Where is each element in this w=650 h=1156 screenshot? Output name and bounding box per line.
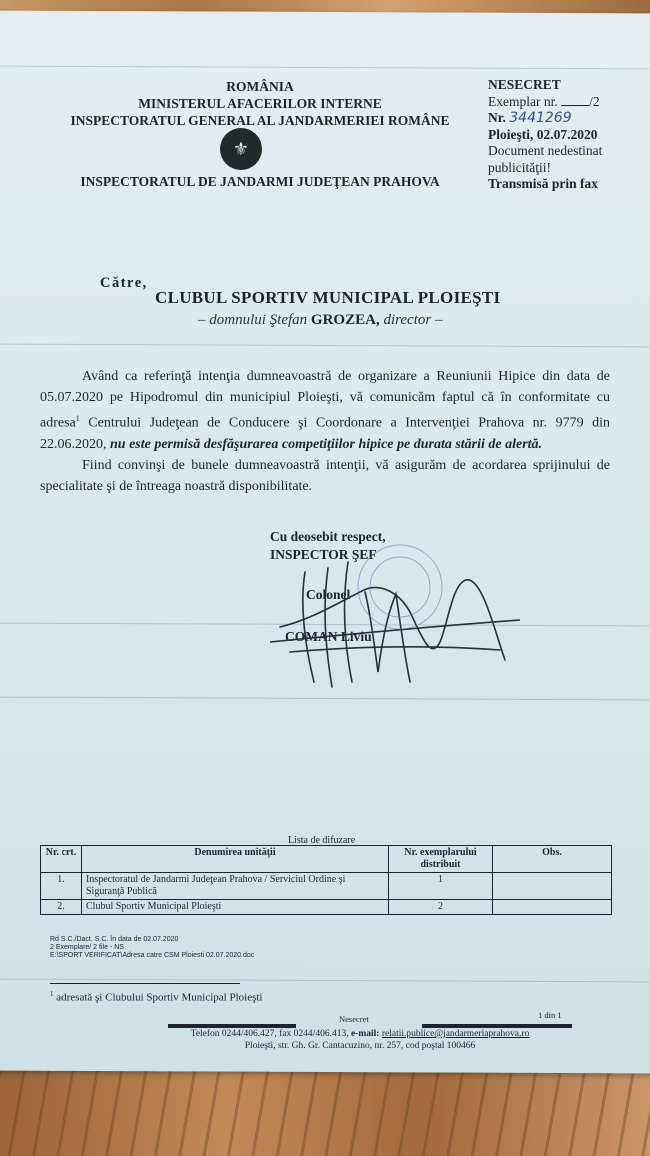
place-date: Ploieşti, 02.07.2020 bbox=[488, 126, 598, 142]
paper-fold bbox=[0, 697, 650, 701]
handwritten-number: 3441269 bbox=[509, 110, 572, 126]
page-number: 1 din 1 bbox=[538, 1010, 562, 1020]
registration-number: Nr. 3441269 bbox=[488, 110, 572, 126]
country-name: ROMÂNIA bbox=[226, 79, 294, 94]
table-header-row: Nr. crt. Denumirea unităţii Nr. exemplarului distribuit Obs. bbox=[41, 846, 612, 873]
letterhead bbox=[40, 78, 480, 129]
letter-body bbox=[40, 366, 610, 497]
footnote-separator bbox=[50, 983, 240, 984]
addressee-attention: – domnului Ştefan GROZEA, director – bbox=[198, 312, 443, 328]
addressee-label: Către, bbox=[100, 275, 148, 291]
paper-fold bbox=[0, 979, 650, 983]
note-line1: Document nedestinat bbox=[488, 143, 603, 158]
footer-classification: Nesecret bbox=[339, 1014, 369, 1024]
distribution-table bbox=[40, 845, 612, 915]
gendarmerie-emblem-icon: ⚜ bbox=[220, 128, 262, 170]
transmission-note: Transmisă prin fax bbox=[488, 176, 599, 191]
paper-fold bbox=[0, 344, 650, 348]
table-row: 2. Clubul Sportiv Municipal Ploieşti 2 bbox=[41, 900, 612, 915]
note-line2: publicităţii! bbox=[488, 159, 551, 175]
table-row: 1. Inspectoratul de Jandarmi Judeţean Prahova / Serviciul Ordine şi Siguranţă Publică 1 bbox=[41, 873, 612, 900]
unit-name: INSPECTORATUL DE JANDARMI JUDEŢEAN PRAHOVA bbox=[80, 174, 440, 189]
closing: Cu deosebit respect, bbox=[270, 529, 386, 544]
exemplar-line: Exemplar nr. /2 bbox=[488, 93, 600, 109]
distribution-title: Lista de difuzare bbox=[288, 835, 356, 846]
paragraph-2: Fiind convinşi de bunele dumneavoastră intenţii, vă asigurăm de acordarea sprijinului de specialitate şi de întreaga noastră disponibilitate. bbox=[40, 457, 610, 494]
email-link[interactable]: relatii.publice@jandarmeriaprahova.ro bbox=[381, 1029, 530, 1039]
addressee-organization: CLUBUL SPORTIV MUNICIPAL PLOIEŞTI bbox=[155, 288, 501, 307]
wooden-table-bottom bbox=[0, 1061, 650, 1156]
signatory-rank: Colonel bbox=[306, 587, 351, 602]
classification-label: NESECRET bbox=[488, 77, 561, 92]
paragraph-1: Având ca referinţă intenţia dumneavoastră de organizare a Reuniunii Hipice din data de 05.07.2020 pe Hipodromul din municipiul Ploieşti, vă comunicăm faptul că în conformitate cu adresa$^1$ Centrului Judeţean de Conducere şi Coordonare a Intervenţiei Prahova nr. 9779 din 22.06.2020, nu este permisă desfăşurarea competiţiilor hipice pe durata stării de alertă. bbox=[40, 369, 610, 452]
signatory-name: COMAN Liviu bbox=[285, 629, 372, 644]
paper-fold bbox=[0, 66, 650, 70]
handwritten-signature bbox=[270, 532, 520, 692]
contact-info: Telefon 0244/406.427, fax 0244/406.413, e-mail: relatii.publice@jandarmeriaprahova.ro Ploieşti, str. Gh. Gr. Cantacuzino, nr. 257, cod poştal 100466 bbox=[120, 1028, 600, 1052]
footnote: $^1$ adresată şi Clubului Sportiv Municipal Ploieşti bbox=[50, 990, 263, 1004]
classification-block bbox=[488, 77, 638, 193]
postal-address: Ploieşti, str. Gh. Gr. Cantacuzino, nr. 257, cod poştal 100466 bbox=[244, 1041, 476, 1051]
exemplar-value: /2 bbox=[589, 93, 600, 109]
ministry-name: MINISTERUL AFACERILOR INTERNE bbox=[138, 96, 382, 111]
inspectorate-name: INSPECTORATUL GENERAL AL JANDARMERIEI ROMÂNE bbox=[70, 113, 450, 128]
signatory-title: INSPECTOR ŞEF bbox=[270, 547, 377, 562]
drafting-info: Rd S.C./Dact. S.C. în data de 02.07.2020 2 Exemplare/ 2 file - NS E:\SPORT VERIFICAT\Adresa catre CSM Ploiesti 02.07.2020.doc bbox=[50, 936, 255, 959]
